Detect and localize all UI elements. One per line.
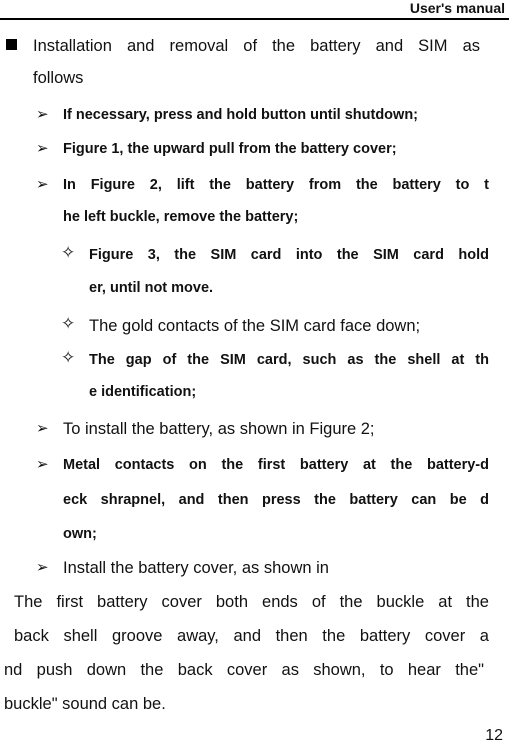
item-line: follows [33,69,84,87]
item-line: Installation and removal of the battery and SIM as [33,37,480,55]
page-header [0,0,509,20]
paragraph-line: buckle" sound can be. [4,695,166,713]
diamond-bullet-icon: ✧ [61,243,76,262]
item-line: The gap of the SIM card, such as the shell at th [89,352,489,368]
diamond-bullet-icon: ✧ [61,348,76,367]
item-line: eck shrapnel, and then press the battery can be d [63,492,489,508]
arrow-bullet-icon: ➢ [36,176,49,193]
arrow-bullet-icon: ➢ [36,106,49,123]
arrow-bullet-icon: ➢ [36,456,49,473]
item-line: Install the battery cover, as shown in [63,559,329,577]
item-line: Figure 3, the SIM card into the SIM card hold [89,247,489,263]
paragraph-line: The first battery cover both ends of the buckle at the [14,593,489,611]
diamond-bullet-icon: ✧ [61,314,76,333]
item-line: If necessary, press and hold button until shutdown; [63,107,419,123]
header-title: User's manual [409,0,505,16]
item-line: he left buckle, remove the battery; [63,209,299,225]
page-number: 12 [485,727,503,744]
paragraph-line: nd push down the back cover as shown, to hear the" [4,661,484,679]
arrow-bullet-icon: ➢ [36,559,49,576]
item-line: To install the battery, as shown in Figure 2; [63,420,375,438]
arrow-bullet-icon: ➢ [36,420,49,437]
item-line: er, until not move. [89,280,214,296]
item-line: The gold contacts of the SIM card face down; [89,317,421,335]
arrow-bullet-icon: ➢ [36,140,49,157]
paragraph-line: back shell groove away, and then the battery cover a [14,627,489,645]
square-bullet-icon [6,39,17,50]
item-line: own; [63,526,97,542]
item-line: e identification; [89,384,197,400]
item-line: Metal contacts on the first battery at the battery-d [63,457,489,473]
item-line: In Figure 2, lift the battery from the battery to t [63,177,489,193]
item-line: Figure 1, the upward pull from the battery cover; [63,141,397,157]
